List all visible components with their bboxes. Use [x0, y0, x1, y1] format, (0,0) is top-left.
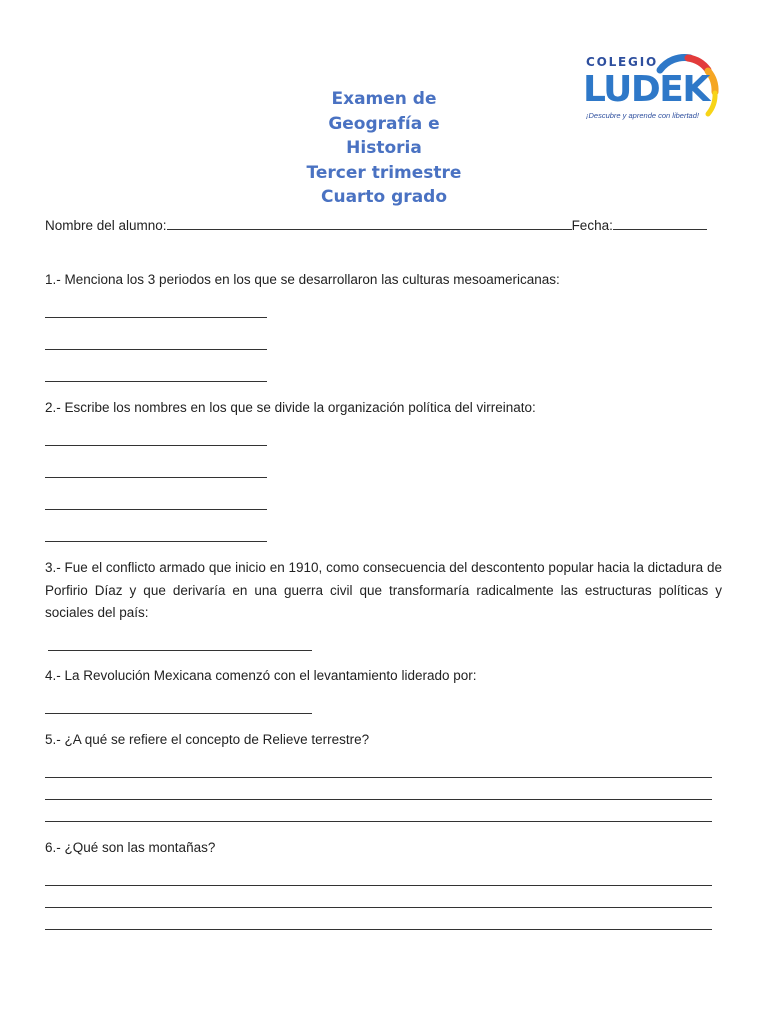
answer-line[interactable]: [48, 650, 312, 651]
title-line: Examen de: [331, 89, 437, 109]
title-line: Tercer trimestre: [306, 162, 462, 183]
answer-line[interactable]: [45, 445, 267, 446]
logo-tagline: ¡Descubre y aprende con libertad!: [586, 111, 699, 120]
answer-line[interactable]: [45, 317, 267, 318]
question-3: 3.- Fue el conflicto armado que inicio en 1910, como consecuencia del descontento popular hacia la dictadura de Porfirio Díaz y que derivaría en una guerra civil que transformaría radicalmente las estructuras políticas y sociales del país:: [45, 560, 722, 620]
logo-name-text: LUDEK: [583, 69, 709, 110]
answer-line[interactable]: [45, 821, 712, 822]
school-logo: [582, 50, 722, 125]
answer-line[interactable]: [45, 777, 712, 778]
question-6: 6.- ¿Qué son las montañas?: [45, 840, 216, 855]
name-label: Nombre del alumno:: [45, 218, 167, 233]
answer-line[interactable]: [45, 509, 267, 510]
title-line: Cuarto grado: [320, 187, 448, 207]
question-5: 5.- ¿A qué se refiere el concepto de Relieve terrestre?: [45, 732, 370, 747]
answer-line[interactable]: [45, 929, 712, 930]
question-4: 4.- La Revolución Mexicana comenzó con el levantamiento liderado por:: [45, 668, 477, 683]
answer-line[interactable]: [45, 349, 267, 350]
exam-title: [234, 87, 534, 210]
answer-line[interactable]: [45, 799, 712, 800]
answer-line[interactable]: [45, 477, 267, 478]
answer-line[interactable]: [45, 541, 267, 542]
question-2: 2.- Escribe los nombres en los que se divide la organización política del virreinato:: [45, 400, 536, 415]
answer-line[interactable]: [45, 713, 312, 714]
title-line: Geografía e: [328, 113, 440, 134]
date-label: Fecha:: [571, 218, 613, 233]
question-1: 1.- Menciona los 3 periodos en los que se desarrollaron las culturas mesoamericanas:: [45, 272, 560, 287]
answer-line[interactable]: [45, 907, 712, 908]
date-field[interactable]: [613, 215, 707, 230]
logo-colegio-text: COLEGIO: [586, 55, 658, 69]
student-info-row: [45, 215, 707, 237]
name-field[interactable]: [167, 215, 572, 230]
title-line: Historia: [346, 138, 422, 158]
answer-line[interactable]: [45, 885, 712, 886]
answer-line[interactable]: [45, 381, 267, 382]
